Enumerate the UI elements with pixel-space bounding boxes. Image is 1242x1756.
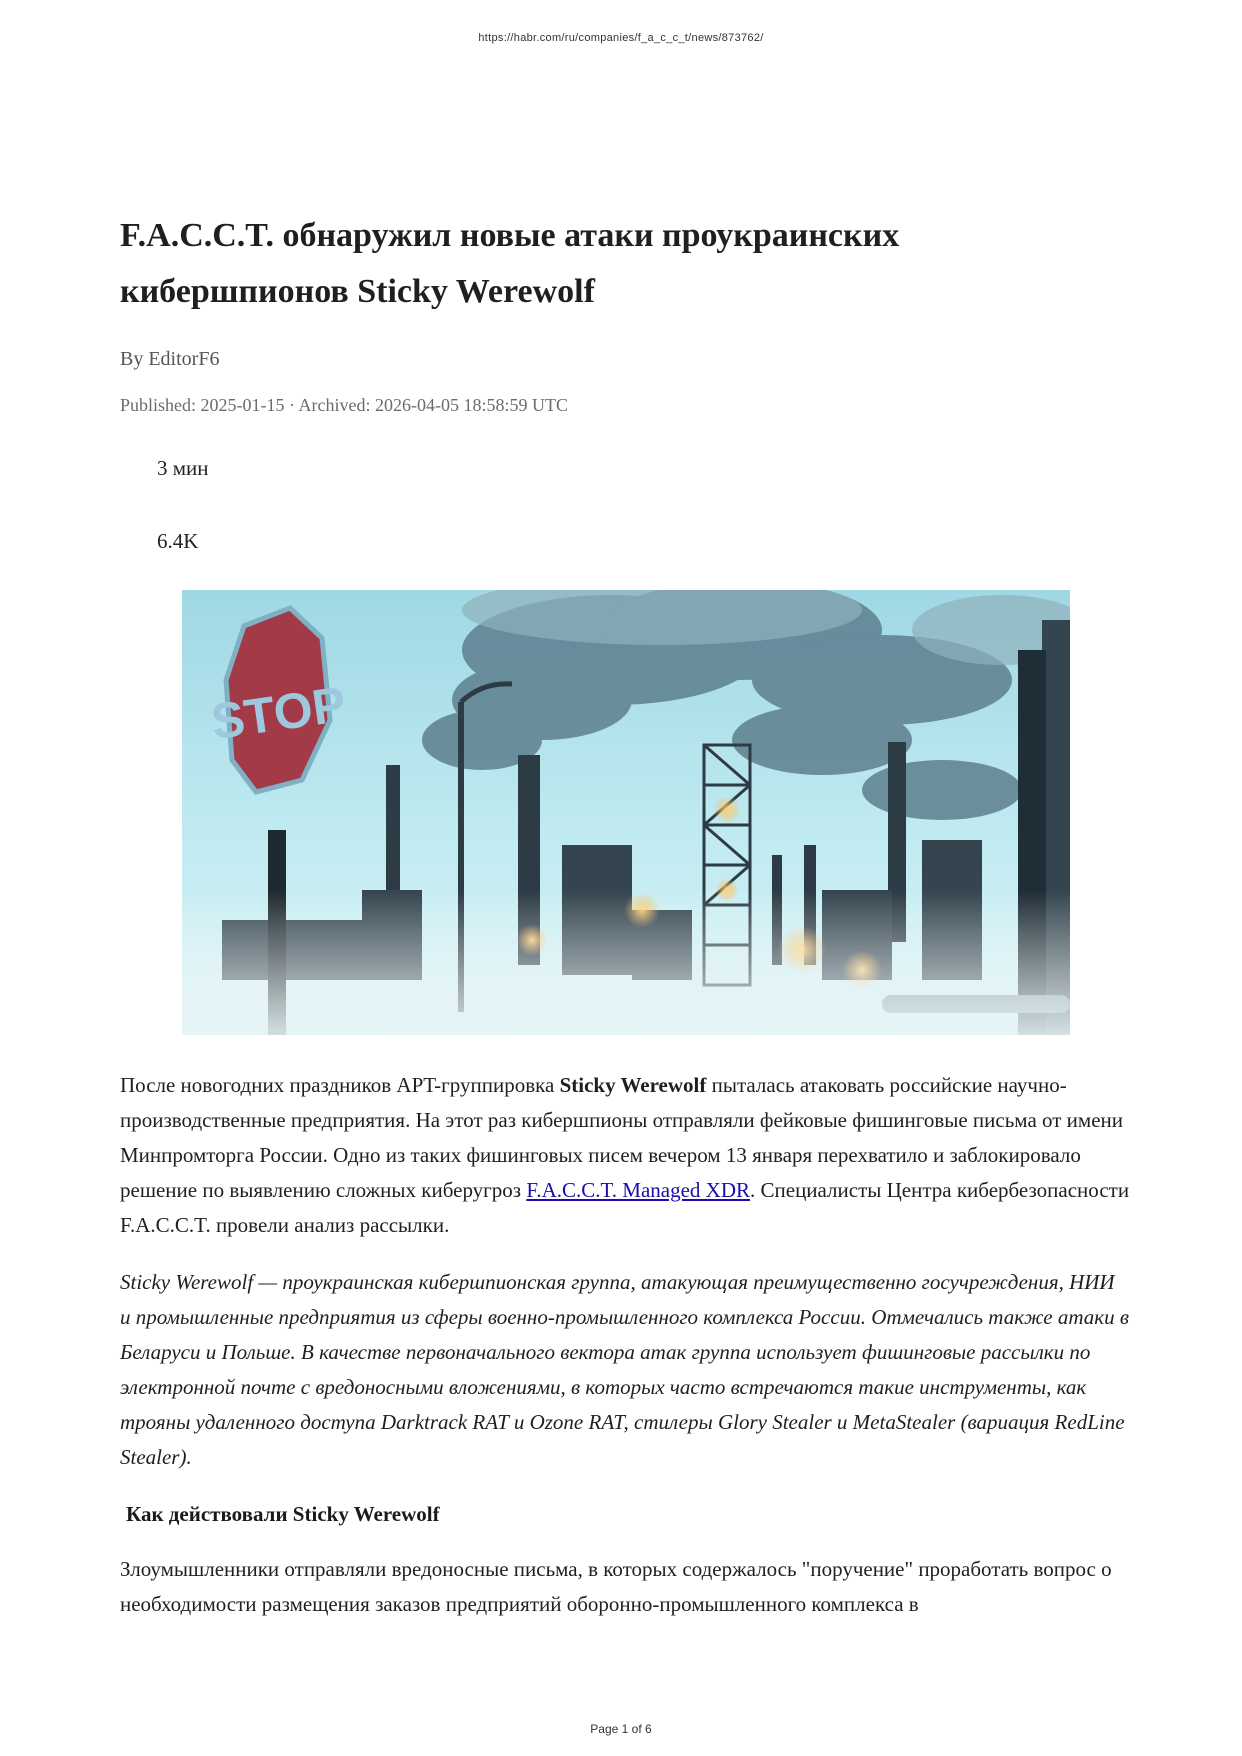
page-url: https://habr.com/ru/companies/f_a_c_c_t/news/873762/	[478, 32, 764, 44]
article-meta: Published: 2025-01-15 · Archived: 2026-04-05 18:58:59 UTC	[120, 395, 568, 415]
article-header	[120, 208, 1130, 554]
article-title: F.A.C.C.T. обнаружил новые атаки проукраинских кибершпионов Sticky Werewolf	[120, 217, 900, 310]
section-heading: Как действовали Sticky Werewolf	[126, 1502, 440, 1526]
views-count: 6.4K	[157, 529, 199, 553]
paragraph-group-description: Sticky Werewolf — проукраинская кибершпионская группа, атакующая преимущественно госучреждения, НИИ и промышленные предприятия из сферы военно-промышленного комплекса России. Отмечались также атаки в Беларуси и Польше. В качестве первоначального вектора атак группа использует фишинговые рассылки по электронной почте с вредоносными вложениями, в которых часто встречаются такие инструменты, как трояны удаленного доступа Darktrack RAT и Ozone RAT, стилеры Glory Stealer и MetaStealer (вариация RedLine Stealer).	[120, 1270, 1129, 1469]
article-author: By EditorF6	[120, 348, 220, 370]
read-time: 3 мин	[157, 456, 209, 480]
article-body	[120, 1068, 1130, 1644]
group-name: Sticky Werewolf	[559, 1073, 707, 1097]
paragraph-method: Злоумышленники отправляли вредоносные письма, в которых содержалось "поручение" проработать вопрос о необходимости размещения заказов предприятий оборонно-промышленного комплекса в	[120, 1557, 1112, 1616]
stop-sign-text: STOP	[207, 675, 350, 751]
paragraph-intro: После новогодних праздников APT-группировка Sticky Werewolf пыталась атаковать российские научно-производственные предприятия. На этот раз кибершпионы отправляли фейковые фишинговые письма от имени Минпромторга России. Одно из таких фишинговых писем вечером 13 января перехватило и заблокировало решение по выявлению сложных киберугроз F.A.C.C.T. Managed XDR. Специалисты Центра кибербезопасности F.A.C.C.T. провели анализ рассылки.	[120, 1073, 1130, 1237]
managed-xdr-link[interactable]: F.A.C.C.T. Managed XDR	[526, 1178, 750, 1202]
hero-image	[182, 590, 1070, 1035]
page-number: Page 1 of 6	[590, 1722, 652, 1736]
